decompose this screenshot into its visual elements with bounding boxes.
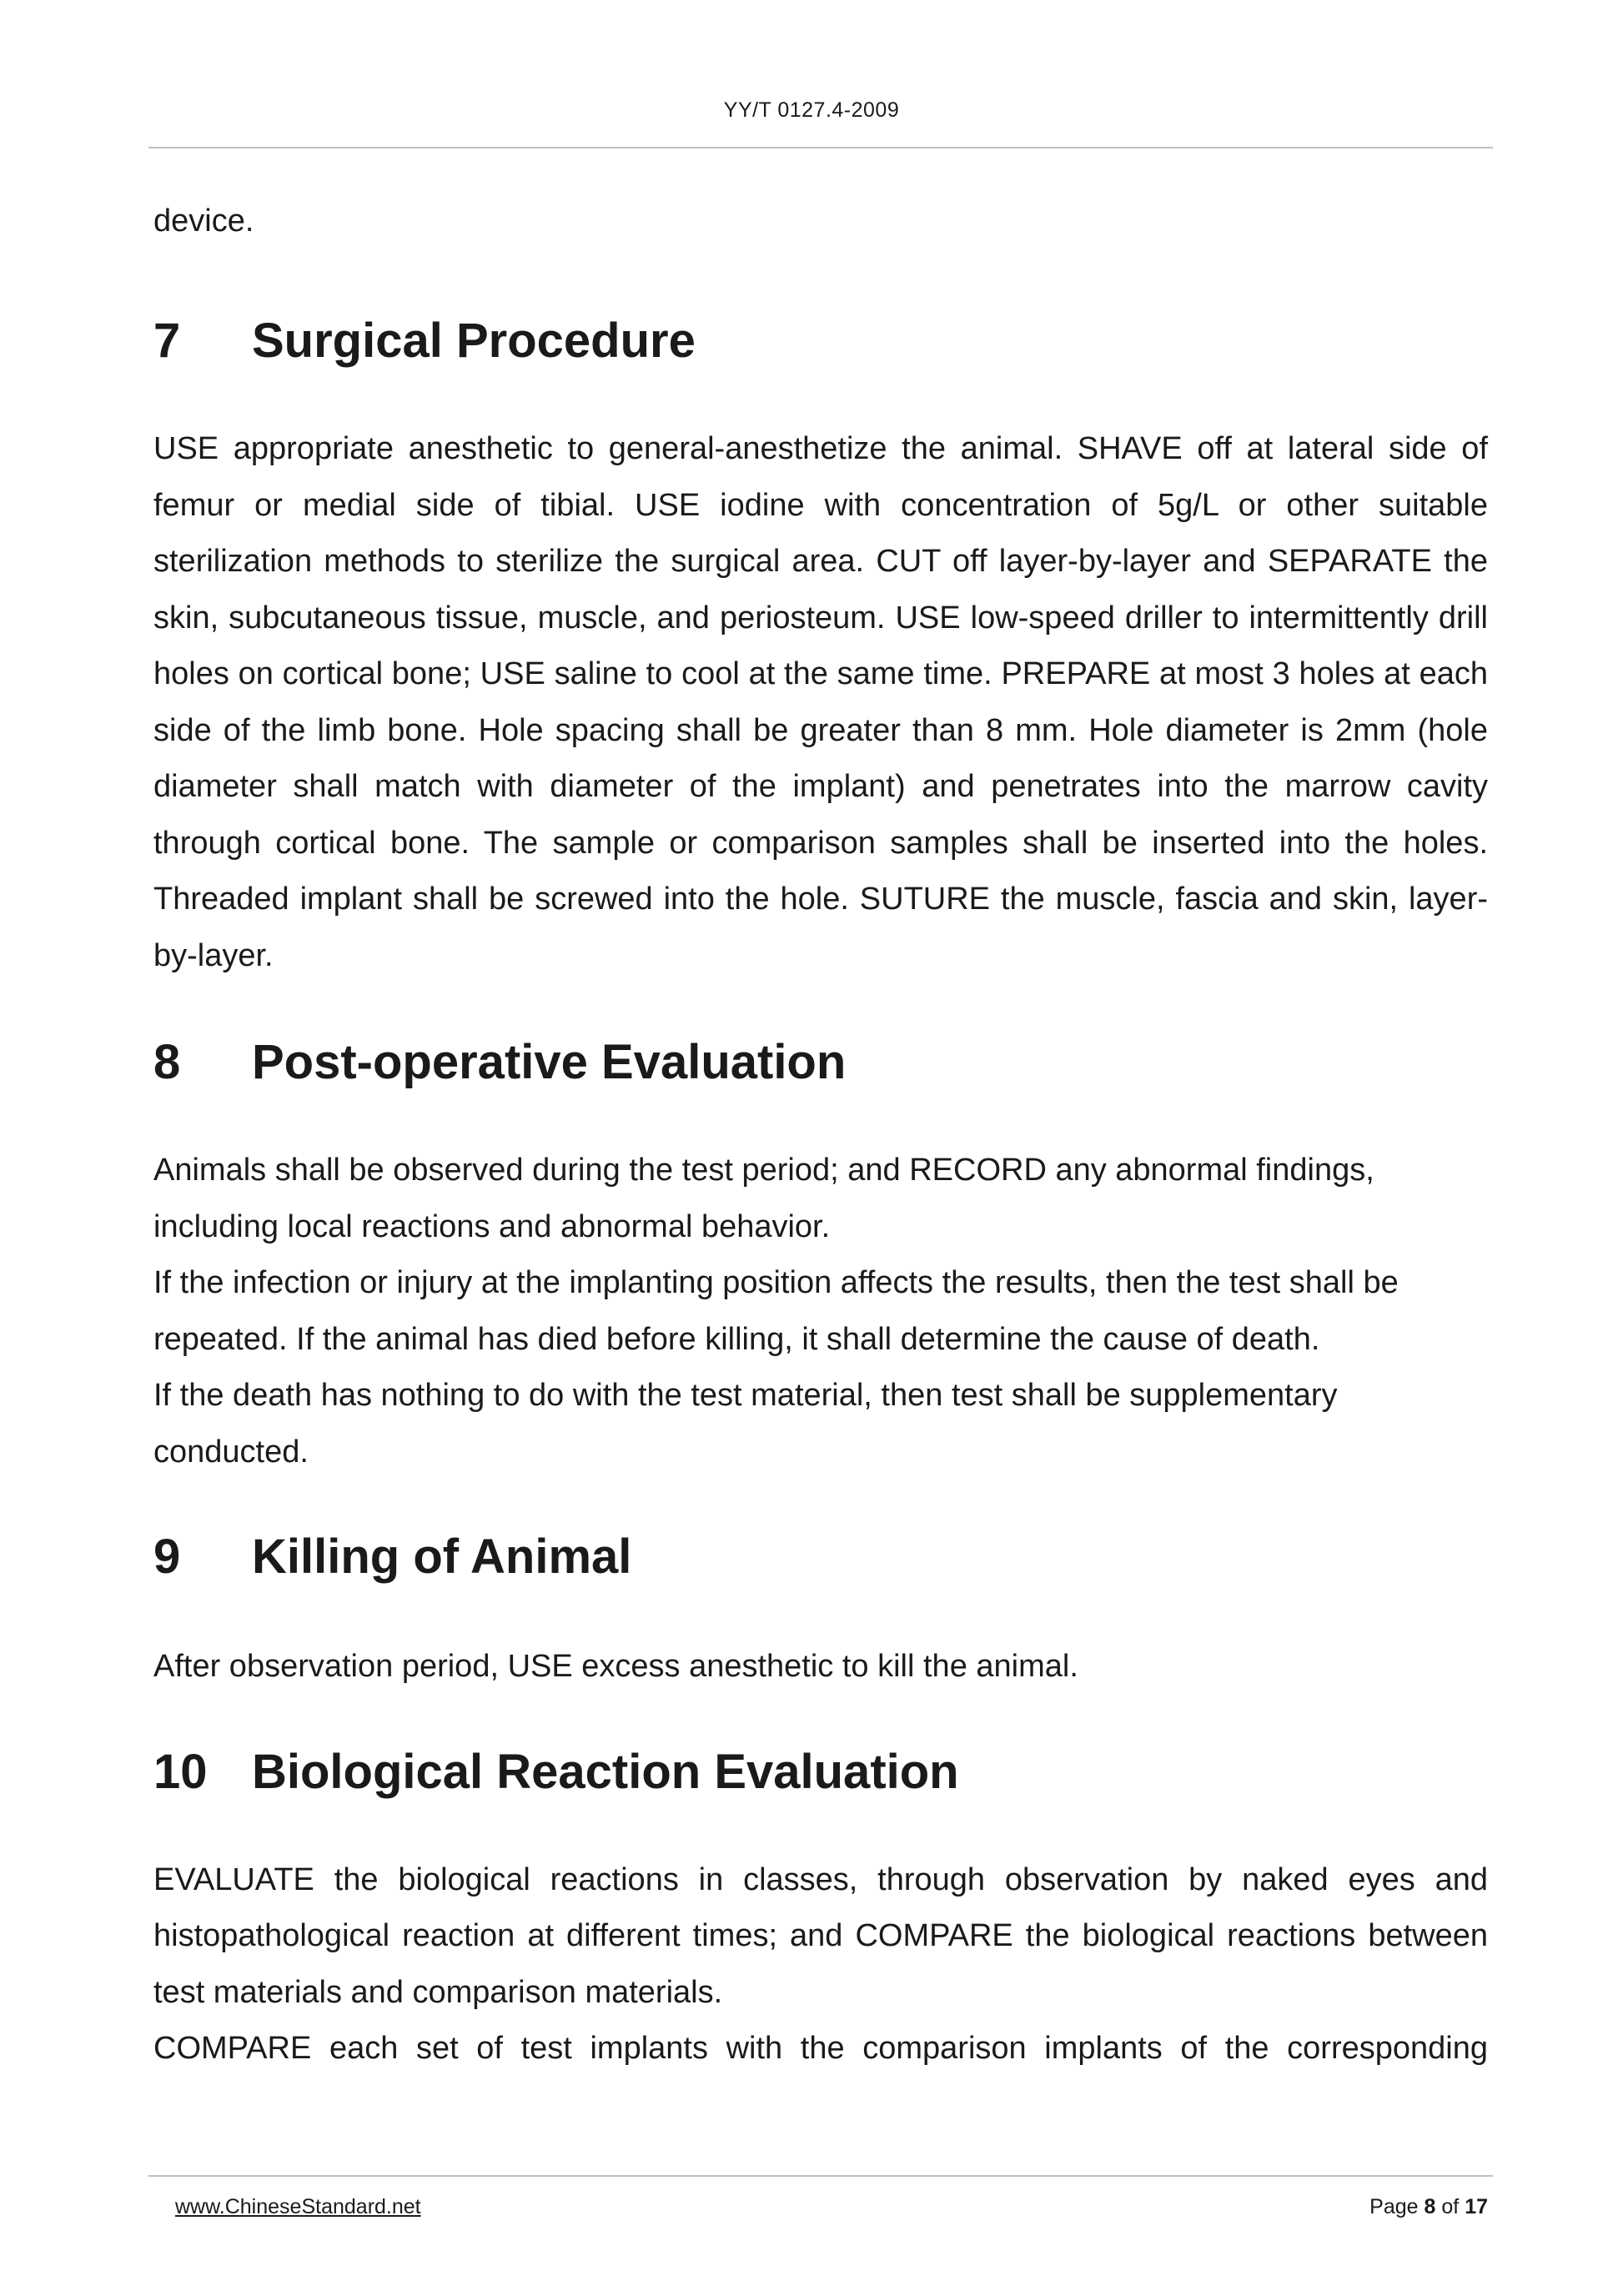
section-8-paragraph-1: Animals shall be observed during the test period; and RECORD any abnormal findings, including local reactions and abnormal behavior. bbox=[153, 1153, 1374, 1244]
page-prefix: Page bbox=[1369, 2195, 1419, 2218]
section-10-paragraph-1: EVALUATE the biological reactions in classes, through observation by naked eyes and histopathological reaction at different times; and COMPARE the biological reactions between test materials and comparison materials. bbox=[153, 1861, 1488, 2010]
section-7-paragraph: USE appropriate anesthetic to general-anesthetize the animal. SHAVE off at lateral side of femur or medial side of tibial. USE iodine with concentration of 5g/L or other suitable sterilization methods to sterilize the surgical area. CUT off layer-by-layer and SEPARATE the skin, subcutaneous tissue, muscle, and periosteum. USE low-speed driller to intermittently drill holes on cortical bone; USE saline to cool at the same time. PREPARE at most 3 holes at each side of the limb bone. Hole spacing shall be greater than 8 mm. Hole diameter is 2mm (hole diameter shall match with diameter of the implant) and penetrates into the marrow cavity through cortical bone. The sample or comparison samples shall be inserted into the holes. Threaded implant shall be screwed into the hole. SUTURE the muscle, fascia and skin, layer-by-layer. bbox=[153, 431, 1488, 973]
page-current: 8 bbox=[1424, 2195, 1436, 2218]
section-heading-10 bbox=[153, 1742, 1488, 1802]
section-number: 9 bbox=[153, 1530, 181, 1584]
section-number: 8 bbox=[153, 1035, 181, 1089]
section-number: 7 bbox=[153, 314, 181, 368]
section-title: Biological Reaction Evaluation bbox=[252, 1744, 959, 1799]
continued-text: device. bbox=[153, 203, 254, 239]
page-total: 17 bbox=[1465, 2195, 1488, 2218]
header-doc-id: YY/T 0127.4-2009 bbox=[723, 98, 900, 122]
section-heading-8 bbox=[153, 1032, 1488, 1093]
page-body bbox=[153, 193, 1488, 2077]
section-10-paragraph-2: COMPARE each set of test implants with the comparison implants of the corresponding bbox=[153, 2031, 1488, 2066]
page-number bbox=[1369, 2195, 1488, 2219]
section-title: Surgical Procedure bbox=[252, 314, 696, 368]
footer-website-link[interactable]: www.ChineseStandard.net bbox=[175, 2195, 421, 2218]
section-title: Killing of Animal bbox=[252, 1530, 632, 1584]
section-8-body bbox=[153, 1143, 1488, 1480]
section-heading-7 bbox=[153, 311, 1488, 371]
page-of: of bbox=[1441, 2195, 1460, 2218]
header-divider bbox=[148, 147, 1493, 148]
footer-divider bbox=[148, 2175, 1493, 2177]
section-8-paragraph-3: If the death has nothing to do with the test material, then test shall be supplementary conducted. bbox=[153, 1378, 1338, 1470]
section-title: Post-operative Evaluation bbox=[252, 1035, 847, 1089]
section-8-paragraph-2: If the infection or injury at the implanting position affects the results, then the test shall be repeated. If the animal has died before killing, it shall determine the cause of death. bbox=[153, 1265, 1399, 1357]
section-10-body bbox=[153, 1852, 1488, 2077]
section-number: 10 bbox=[153, 1744, 208, 1799]
section-heading-9 bbox=[153, 1527, 1488, 1587]
section-9-paragraph: After observation period, USE excess anesthetic to kill the animal. bbox=[153, 1649, 1078, 1684]
